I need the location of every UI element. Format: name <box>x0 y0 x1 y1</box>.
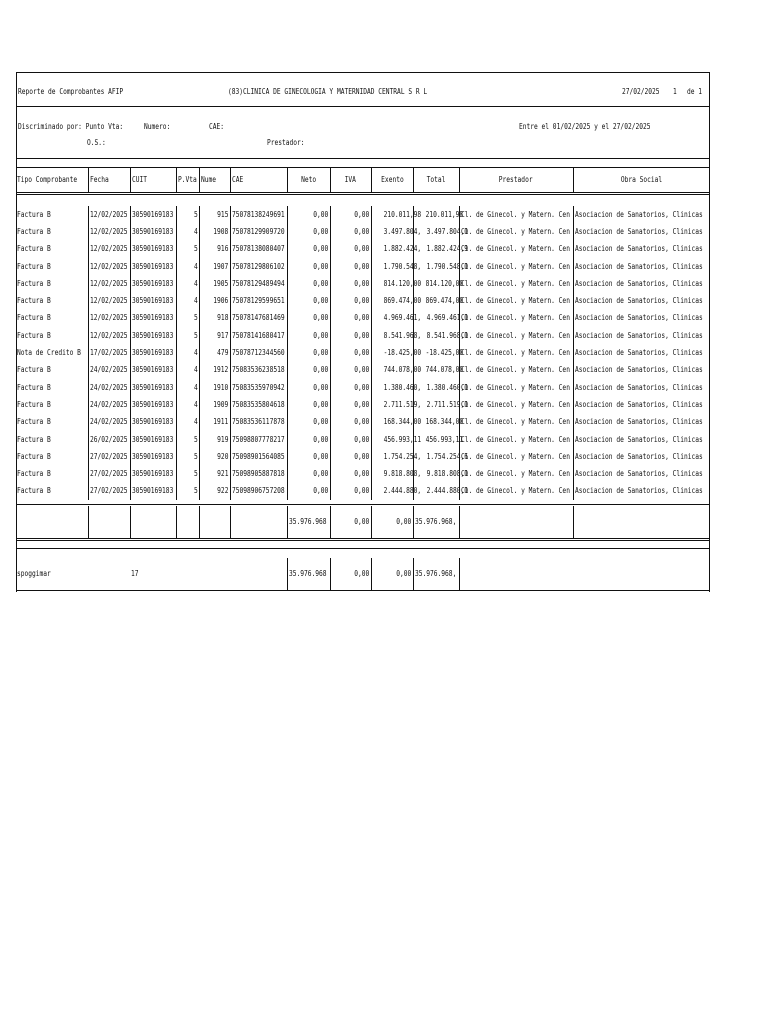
table-cell: 1908 <box>199 223 230 240</box>
table-cell: Asociacion de Sanatorios, Clinicas <box>573 327 710 344</box>
table-cell: 0,00 <box>330 483 371 500</box>
data-table <box>16 206 710 500</box>
table-cell: Cl. de Ginecol. y Matern. Cen <box>459 431 573 448</box>
table-cell: 4 <box>176 362 199 379</box>
subtotal-exento: 0,00 <box>371 506 413 538</box>
table-cell: 1906 <box>199 292 230 309</box>
table-cell: Asociacion de Sanatorios, Clinicas <box>573 379 710 396</box>
table-cell: Cl. de Ginecol. y Matern. Cen <box>459 344 573 361</box>
table-cell: Cl. de Ginecol. y Matern. Cen <box>459 448 573 465</box>
table-row <box>16 344 710 361</box>
table-cell: Cl. de Ginecol. y Matern. Cen <box>459 258 573 275</box>
table-row <box>16 379 710 396</box>
table-row <box>16 327 710 344</box>
table-row <box>16 258 710 275</box>
table-cell: 27/02/2025 <box>88 448 130 465</box>
table-cell: 30590169183 <box>130 448 176 465</box>
table-cell: 26/02/2025 <box>88 431 130 448</box>
table-cell: 4 <box>176 379 199 396</box>
table-cell: 30590169183 <box>130 362 176 379</box>
table-cell: Cl. de Ginecol. y Matern. Cen <box>459 362 573 379</box>
discriminado-label: Discriminado por: Punto Vta: <box>18 122 124 131</box>
table-cell: 0,00 <box>330 362 371 379</box>
table-cell: 12/02/2025 <box>88 275 130 292</box>
table-cell: 75083535804618 <box>230 396 287 413</box>
table-cell: Asociacion de Sanatorios, Clinicas <box>573 275 710 292</box>
table-cell: 0,00 <box>330 465 371 482</box>
table-cell: Factura B <box>17 313 51 323</box>
table-cell: 17/02/2025 <box>88 344 130 361</box>
table-cell: 918 <box>199 310 230 327</box>
subtotal-bottom-rule <box>16 538 710 541</box>
table-cell: 4 <box>176 292 199 309</box>
table-cell: 0,00 <box>330 310 371 327</box>
table-cell: 1.380.460, <box>371 379 413 396</box>
col-tipo: Tipo Comprobante <box>17 175 78 184</box>
table-cell: Factura B <box>17 296 51 306</box>
table-cell: 3.497.804, <box>371 223 413 240</box>
rows-bottom-rule <box>16 504 710 505</box>
table-cell: Asociacion de Sanatorios, Clinicas <box>573 206 710 223</box>
prestador-label: Prestador: <box>267 138 305 147</box>
table-cell: Cl. de Ginecol. y Matern. Cen <box>459 206 573 223</box>
table-cell: 75078138080407 <box>230 241 287 258</box>
table-cell: Factura B <box>17 365 51 375</box>
table-cell: 75078129599651 <box>230 292 287 309</box>
table-cell: 922 <box>199 483 230 500</box>
table-cell: 210.011,98 <box>413 206 459 223</box>
table-cell: Factura B <box>17 330 51 340</box>
table-cell: 915 <box>199 206 230 223</box>
col-iva: IVA <box>330 168 371 192</box>
table-cell: Cl. de Ginecol. y Matern. Cen <box>459 414 573 431</box>
table-cell: Factura B <box>17 278 51 288</box>
table-cell: 75083535970942 <box>230 379 287 396</box>
table-cell: 75098905887818 <box>230 465 287 482</box>
table-cell: 75078129909720 <box>230 223 287 240</box>
table-cell: 4 <box>176 275 199 292</box>
subtotal-total: 35.976.968, <box>413 506 459 538</box>
table-cell: 744.078,00 <box>371 362 413 379</box>
table-cell: 814.120,00 <box>413 275 459 292</box>
table-cell: 0,00 <box>330 275 371 292</box>
table-cell: Cl. de Ginecol. y Matern. Cen <box>459 310 573 327</box>
subtotal-iva: 0,00 <box>330 506 371 538</box>
table-cell: 4 <box>176 344 199 361</box>
table-row <box>16 275 710 292</box>
table-row <box>16 465 710 482</box>
table-cell: Factura B <box>17 399 51 409</box>
table-cell: 30590169183 <box>130 292 176 309</box>
table-cell: 0,00 <box>330 327 371 344</box>
footer-exento: 0,00 <box>371 558 413 590</box>
table-cell: 5 <box>176 327 199 344</box>
table-cell: 0,00 <box>287 241 330 258</box>
table-cell: 1.882.424, <box>371 241 413 258</box>
table-cell: 24/02/2025 <box>88 362 130 379</box>
table-cell: 24/02/2025 <box>88 414 130 431</box>
table-cell: 1911 <box>199 414 230 431</box>
table-cell: Factura B <box>17 209 51 219</box>
table-cell: 30590169183 <box>130 465 176 482</box>
col-fecha: Fecha <box>88 168 130 192</box>
table-cell: 30590169183 <box>130 396 176 413</box>
table-cell: 4 <box>176 414 199 431</box>
date-range: Entre el 01/02/2025 y el 27/02/2025 <box>519 122 651 131</box>
table-cell: 12/02/2025 <box>88 310 130 327</box>
report-date: 27/02/2025 <box>622 87 660 96</box>
table-cell: 1.380.460,0 <box>413 379 459 396</box>
table-cell: -18.425,00 <box>413 344 459 361</box>
table-cell: 1.754.254,6 <box>413 448 459 465</box>
table-cell: 12/02/2025 <box>88 258 130 275</box>
table-cell: 1.754.254, <box>371 448 413 465</box>
table-cell: 27/02/2025 <box>88 483 130 500</box>
table-cell: Cl. de Ginecol. y Matern. Cen <box>459 292 573 309</box>
table-cell: Asociacion de Sanatorios, Clinicas <box>573 344 710 361</box>
table-cell: 1.790.548, <box>371 258 413 275</box>
table-cell: 1905 <box>199 275 230 292</box>
table-cell: 0,00 <box>287 258 330 275</box>
table-cell: 1.882.424,9 <box>413 241 459 258</box>
table-cell: Asociacion de Sanatorios, Clinicas <box>573 414 710 431</box>
table-cell: Cl. de Ginecol. y Matern. Cen <box>459 241 573 258</box>
table-cell: 2.444.880,0 <box>413 483 459 500</box>
col-total: Total <box>413 168 459 192</box>
col-nume: Nume <box>199 168 230 192</box>
table-cell: 456.993,11 <box>371 431 413 448</box>
table-cell: 30590169183 <box>130 206 176 223</box>
table-cell: 30590169183 <box>130 344 176 361</box>
table-cell: 75078147681469 <box>230 310 287 327</box>
table-cell: 1909 <box>199 396 230 413</box>
table-cell: 1.790.548,0 <box>413 258 459 275</box>
table-cell: 75078129806102 <box>230 258 287 275</box>
table-cell: 0,00 <box>287 396 330 413</box>
table-cell: 0,00 <box>330 379 371 396</box>
table-cell: 30590169183 <box>130 414 176 431</box>
table-cell: 3.497.804,0 <box>413 223 459 240</box>
table-cell: 0,00 <box>287 327 330 344</box>
table-cell: 2.444.880, <box>371 483 413 500</box>
table-cell: 921 <box>199 465 230 482</box>
table-cell: Asociacion de Sanatorios, Clinicas <box>573 292 710 309</box>
column-header <box>16 168 710 192</box>
table-row <box>16 241 710 258</box>
table-cell: 8.541.968, <box>371 327 413 344</box>
os-label: O.S.: <box>87 138 106 147</box>
col-obra-social: Obra Social <box>573 168 710 192</box>
table-cell: Factura B <box>17 451 51 461</box>
table-row <box>16 448 710 465</box>
footer-neto: 35.976.968 <box>287 558 330 590</box>
table-cell: Asociacion de Sanatorios, Clinicas <box>573 483 710 500</box>
col-neto: Neto <box>287 168 330 192</box>
table-cell: Asociacion de Sanatorios, Clinicas <box>573 258 710 275</box>
table-cell: 0,00 <box>287 448 330 465</box>
table-cell: 30590169183 <box>130 379 176 396</box>
table-cell: 168.344,00 <box>413 414 459 431</box>
table-row <box>16 414 710 431</box>
table-cell: 919 <box>199 431 230 448</box>
table-cell: Cl. de Ginecol. y Matern. Cen <box>459 327 573 344</box>
table-cell: Factura B <box>17 434 51 444</box>
table-cell: Nota de Credito B <box>17 348 81 358</box>
table-cell: 1912 <box>199 362 230 379</box>
footer-iva: 0,00 <box>330 558 371 590</box>
table-cell: -18.425,00 <box>371 344 413 361</box>
table-cell: Factura B <box>17 486 51 496</box>
table-cell: 30590169183 <box>130 327 176 344</box>
page-number: 1 <box>673 87 677 96</box>
table-cell: 75083536238518 <box>230 362 287 379</box>
subtotal-row <box>16 506 710 538</box>
table-cell: 75098906757208 <box>230 483 287 500</box>
table-cell: 168.344,00 <box>371 414 413 431</box>
table-cell: 0,00 <box>287 310 330 327</box>
table-cell: 0,00 <box>287 344 330 361</box>
table-row <box>16 292 710 309</box>
table-cell: 0,00 <box>330 414 371 431</box>
table-cell: Factura B <box>17 244 51 254</box>
table-cell: 456.993,11 <box>413 431 459 448</box>
table-cell: Cl. de Ginecol. y Matern. Cen <box>459 379 573 396</box>
table-cell: 744.078,00 <box>413 362 459 379</box>
table-cell: Factura B <box>17 226 51 236</box>
table-cell: 479 <box>199 344 230 361</box>
table-cell: 1910 <box>199 379 230 396</box>
table-cell: 869.474,00 <box>413 292 459 309</box>
table-cell: 9.818.808, <box>371 465 413 482</box>
table-cell: 75098901564085 <box>230 448 287 465</box>
table-row <box>16 310 710 327</box>
table-cell: 30590169183 <box>130 223 176 240</box>
table-cell: Cl. de Ginecol. y Matern. Cen <box>459 465 573 482</box>
table-cell: Asociacion de Sanatorios, Clinicas <box>573 241 710 258</box>
table-cell: 917 <box>199 327 230 344</box>
colhead-top <box>16 167 710 168</box>
table-cell: 2.711.519, <box>371 396 413 413</box>
table-cell: 12/02/2025 <box>88 241 130 258</box>
table-cell: 0,00 <box>287 223 330 240</box>
table-cell: 0,00 <box>330 258 371 275</box>
table-cell: Cl. de Ginecol. y Matern. Cen <box>459 223 573 240</box>
table-cell: Asociacion de Sanatorios, Clinicas <box>573 310 710 327</box>
table-cell: 0,00 <box>287 292 330 309</box>
table-row <box>16 483 710 500</box>
col-cae: CAE <box>230 168 287 192</box>
table-cell: 27/02/2025 <box>88 465 130 482</box>
table-cell: 0,00 <box>287 483 330 500</box>
bottom-rule <box>16 590 710 591</box>
table-cell: 0,00 <box>287 362 330 379</box>
table-cell: 2.711.519,0 <box>413 396 459 413</box>
table-cell: 0,00 <box>287 414 330 431</box>
table-cell: Factura B <box>17 261 51 271</box>
report-title: Reporte de Comprobantes AFIP <box>18 87 124 96</box>
company-name: (83)CLINICA DE GINECOLOGIA Y MATERNIDAD CENTRAL S R L <box>228 87 428 96</box>
table-cell: Asociacion de Sanatorios, Clinicas <box>573 431 710 448</box>
col-prestador: Prestador <box>459 168 573 192</box>
table-cell: 0,00 <box>330 241 371 258</box>
table-cell: 5 <box>176 310 199 327</box>
table-cell: Factura B <box>17 417 51 427</box>
table-cell: 210.011,98 <box>371 206 413 223</box>
table-cell: 24/02/2025 <box>88 379 130 396</box>
table-cell: 0,00 <box>330 396 371 413</box>
table-cell: 0,00 <box>287 206 330 223</box>
table-cell: 5 <box>176 241 199 258</box>
table-cell: 4 <box>176 223 199 240</box>
table-cell: 916 <box>199 241 230 258</box>
table-cell: 30590169183 <box>130 310 176 327</box>
table-cell: 75078129489494 <box>230 275 287 292</box>
table-cell: 75078712344560 <box>230 344 287 361</box>
table-cell: 30590169183 <box>130 275 176 292</box>
footer-row <box>16 558 710 590</box>
colhead-bottom <box>16 192 710 195</box>
table-cell: 869.474,00 <box>371 292 413 309</box>
header-rule <box>16 106 710 107</box>
table-cell: 30590169183 <box>130 258 176 275</box>
table-cell: 30590169183 <box>130 241 176 258</box>
table-cell: 0,00 <box>287 431 330 448</box>
table-cell: 30590169183 <box>130 483 176 500</box>
table-cell: 24/02/2025 <box>88 396 130 413</box>
table-cell: 0,00 <box>330 223 371 240</box>
table-cell: Asociacion de Sanatorios, Clinicas <box>573 362 710 379</box>
table-row <box>16 362 710 379</box>
top-rule <box>16 72 710 73</box>
col-cuit: CUIT <box>130 168 176 192</box>
table-cell: 12/02/2025 <box>88 223 130 240</box>
table-cell: 0,00 <box>330 292 371 309</box>
table-cell: 5 <box>176 431 199 448</box>
col-pvta: P.Vta <box>176 168 199 192</box>
table-cell: Cl. de Ginecol. y Matern. Cen <box>459 275 573 292</box>
table-cell: 9.818.808,0 <box>413 465 459 482</box>
table-cell: 0,00 <box>330 344 371 361</box>
table-cell: 75078138249691 <box>230 206 287 223</box>
table-cell: 5 <box>176 483 199 500</box>
table-cell: 5 <box>176 206 199 223</box>
table-cell: 814.120,00 <box>371 275 413 292</box>
table-cell: 75078141680417 <box>230 327 287 344</box>
table-cell: 4 <box>176 258 199 275</box>
filters-rule <box>16 158 710 159</box>
table-cell: 75098807778217 <box>230 431 287 448</box>
table-cell: 5 <box>176 448 199 465</box>
footer-count: 17 <box>131 569 139 578</box>
table-cell: Cl. de Ginecol. y Matern. Cen <box>459 396 573 413</box>
spacer-rule <box>16 548 710 549</box>
table-cell: Asociacion de Sanatorios, Clinicas <box>573 396 710 413</box>
table-cell: 0,00 <box>330 206 371 223</box>
table-cell: 4 <box>176 396 199 413</box>
table-cell: Asociacion de Sanatorios, Clinicas <box>573 223 710 240</box>
footer-total: 35.976.968, <box>413 558 459 590</box>
subtotal-neto: 35.976.968 <box>287 506 330 538</box>
table-cell: 30590169183 <box>130 431 176 448</box>
table-cell: 12/02/2025 <box>88 206 130 223</box>
table-cell: 0,00 <box>330 448 371 465</box>
table-cell: Cl. de Ginecol. y Matern. Cen <box>459 483 573 500</box>
table-cell: 12/02/2025 <box>88 292 130 309</box>
table-row <box>16 396 710 413</box>
table-cell: Factura B <box>17 382 51 392</box>
table-cell: Factura B <box>17 469 51 479</box>
table-cell: 920 <box>199 448 230 465</box>
table-cell: 0,00 <box>287 465 330 482</box>
table-cell: 0,00 <box>287 379 330 396</box>
col-exento: Exento <box>371 168 413 192</box>
table-cell: 75083536117878 <box>230 414 287 431</box>
table-row <box>16 431 710 448</box>
table-row <box>16 223 710 240</box>
table-cell: 0,00 <box>330 431 371 448</box>
page-of: de 1 <box>687 87 703 96</box>
table-cell: Asociacion de Sanatorios, Clinicas <box>573 448 710 465</box>
cae-label: CAE: <box>209 122 225 131</box>
table-cell: Asociacion de Sanatorios, Clinicas <box>573 465 710 482</box>
numero-label: Numero: <box>144 122 171 131</box>
table-cell: 4.969.461, <box>371 310 413 327</box>
table-cell: 8.541.968,0 <box>413 327 459 344</box>
table-cell: 5 <box>176 465 199 482</box>
table-cell: 1907 <box>199 258 230 275</box>
table-row <box>16 206 710 223</box>
table-cell: 0,00 <box>287 275 330 292</box>
footer-user: spoggimar <box>17 569 51 578</box>
table-cell: 12/02/2025 <box>88 327 130 344</box>
table-cell: 4.969.461,0 <box>413 310 459 327</box>
